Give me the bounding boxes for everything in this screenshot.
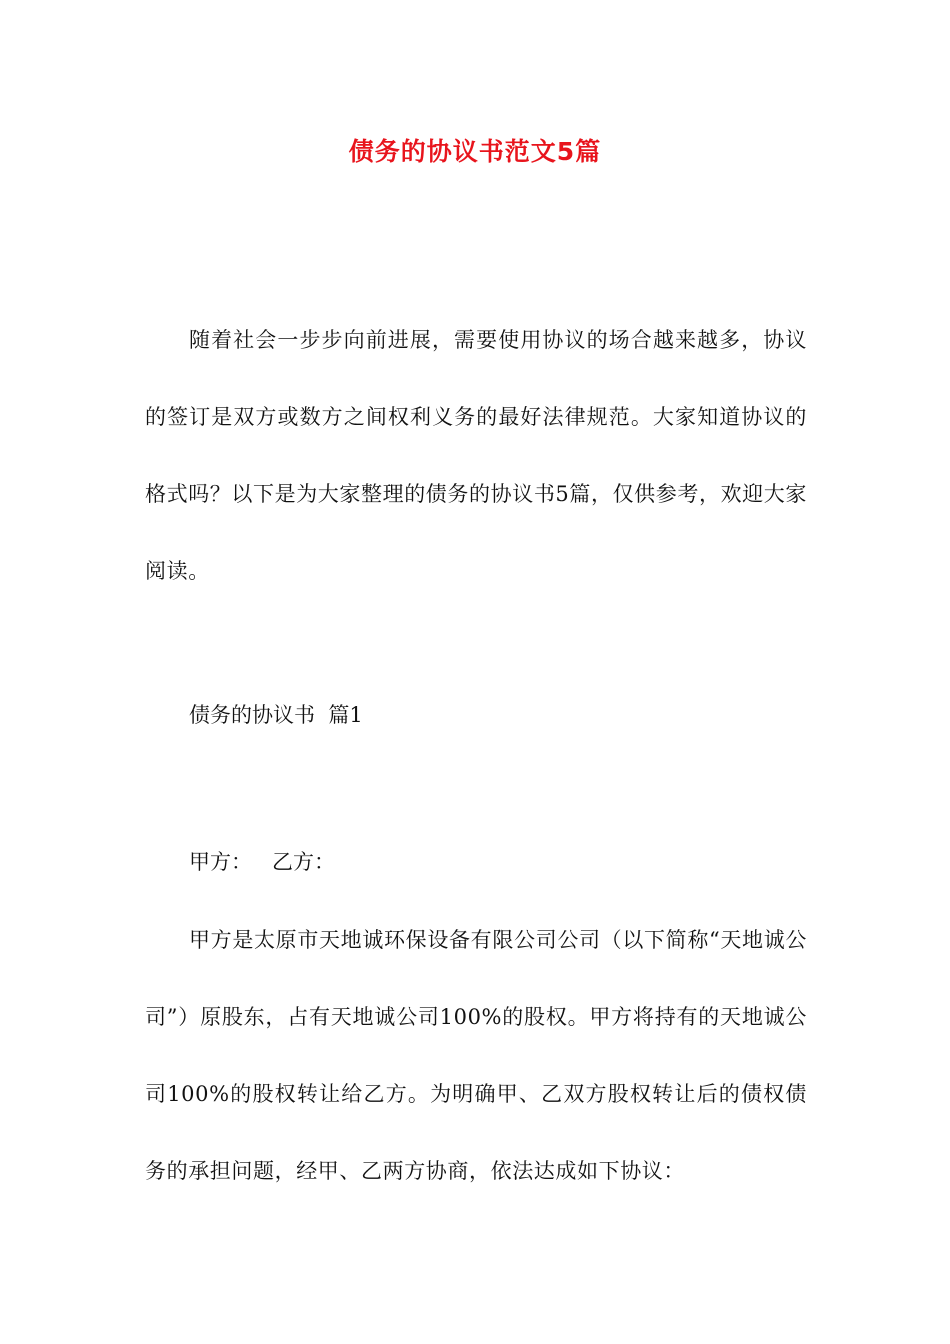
parties-line: 甲方： 乙方： [189, 850, 336, 874]
document-title: 债务的协议书范文5篇 [348, 137, 602, 166]
body-paragraph: 甲方是太原市天地诚环保设备有限公司公司（以下简称“天地诚公司”）原股东，占有天地诚公司100%的股权。甲方将持有的天地诚公司100%的股权转让给乙方。为明确甲、乙双方股权转让后的债权债务的承担问题，经甲、乙两方协商，依法达成如下协议： [145, 928, 807, 1183]
section-heading: 债务的协议书 篇1 [189, 703, 363, 727]
intro-paragraph: 随着社会一步步向前进展，需要使用协议的场合越来越多，协议的签订是双方或数方之间权利义务的最好法律规范。大家知道协议的格式吗？以下是为大家整理的债务的协议书5篇，仅供参考，欢迎大家阅读。 [145, 328, 807, 583]
